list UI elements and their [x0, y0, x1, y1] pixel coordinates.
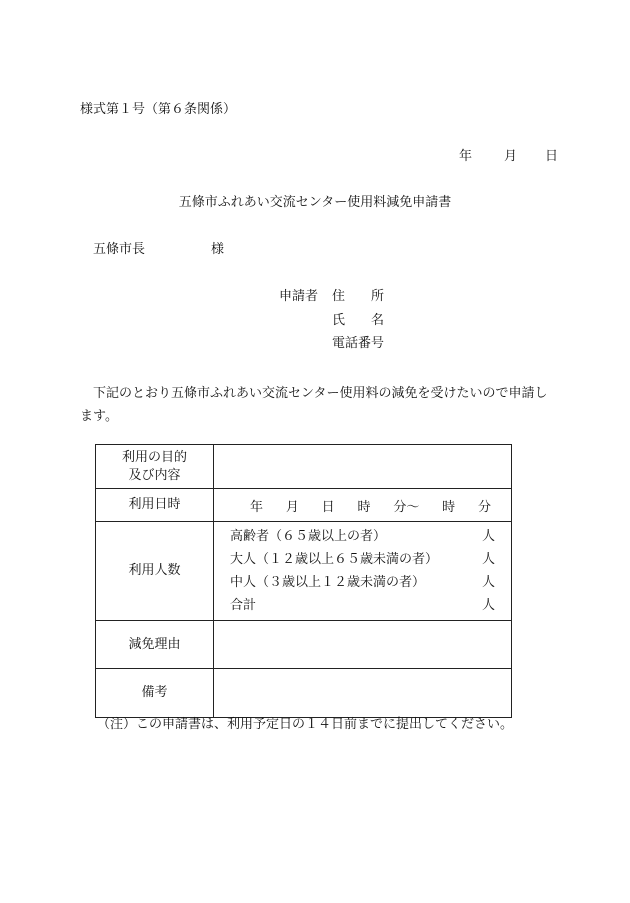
- addressee-name: 五條市長: [93, 242, 146, 257]
- applicant-address-label: 住 所: [332, 289, 385, 304]
- datetime-month: 月: [285, 499, 299, 515]
- date-month: 月: [504, 149, 518, 164]
- people-unit: 人: [481, 552, 495, 567]
- reason-label: 減免理由: [96, 621, 214, 669]
- datetime-year: 年: [250, 499, 264, 515]
- people-category: 大人（１２歳以上６５歳未満の者）: [230, 552, 439, 567]
- people-unit: 人: [481, 598, 495, 613]
- table-row-people: [96, 522, 512, 621]
- list-item[interactable]: [230, 574, 495, 597]
- table-row-purpose: [96, 445, 512, 489]
- list-item[interactable]: [230, 551, 495, 574]
- applicant-name-label: 氏 名: [332, 313, 385, 328]
- people-category: 中人（３歳以上１２歳未満の者）: [230, 575, 426, 590]
- people-unit: 人: [481, 575, 495, 590]
- remarks-field[interactable]: [214, 669, 512, 718]
- people-category: 合計: [230, 598, 257, 613]
- table-row-reason: [96, 621, 512, 669]
- datetime-parts: [214, 496, 511, 515]
- applicant-label: 申請者: [279, 289, 319, 304]
- date-year: 年: [459, 149, 473, 164]
- people-category: 高齢者（６５歳以上の者）: [230, 529, 387, 544]
- document-title: 五條市ふれあい交流センター使用料減免申請書: [178, 195, 452, 210]
- reason-field[interactable]: [214, 621, 512, 669]
- date-day: 日: [545, 149, 559, 164]
- list-item[interactable]: [230, 597, 495, 620]
- form-number: 様式第１号（第６条関係）: [80, 102, 237, 117]
- purpose-label: [96, 445, 214, 489]
- datetime-start-minute: 分～: [393, 499, 420, 515]
- addressee: [93, 242, 225, 257]
- datetime-end-minute: 分: [477, 499, 491, 515]
- datetime-end-hour: 時: [442, 499, 456, 515]
- applicant-phone-label: 電話番号: [332, 336, 385, 351]
- datetime-start-hour: 時: [357, 499, 371, 515]
- people-field: [214, 522, 512, 621]
- list-item[interactable]: [230, 528, 495, 551]
- people-label: 利用人数: [96, 522, 214, 621]
- remarks-label: 備考: [96, 669, 214, 718]
- datetime-day: 日: [321, 499, 335, 515]
- datetime-field[interactable]: [214, 489, 512, 522]
- purpose-field[interactable]: [214, 445, 512, 489]
- table-row-datetime: [96, 489, 512, 522]
- people-unit: 人: [481, 529, 495, 544]
- people-list: [214, 522, 511, 620]
- datetime-label: 利用日時: [96, 489, 214, 522]
- table-row-remarks: [96, 669, 512, 718]
- addressee-honorific: 様: [211, 242, 225, 257]
- date-line: [459, 150, 558, 163]
- request-statement: 下記のとおり五條市ふれあい交流センター使用料の減免を受けたいので申請します。: [80, 386, 548, 424]
- application-table: [95, 444, 512, 718]
- footnote: （注）この申請書は、利用予定日の１４日前までに提出してください。: [97, 717, 514, 732]
- purpose-label-line1: 利用の目的: [121, 449, 187, 465]
- purpose-label-line2: 及び内容: [128, 467, 181, 483]
